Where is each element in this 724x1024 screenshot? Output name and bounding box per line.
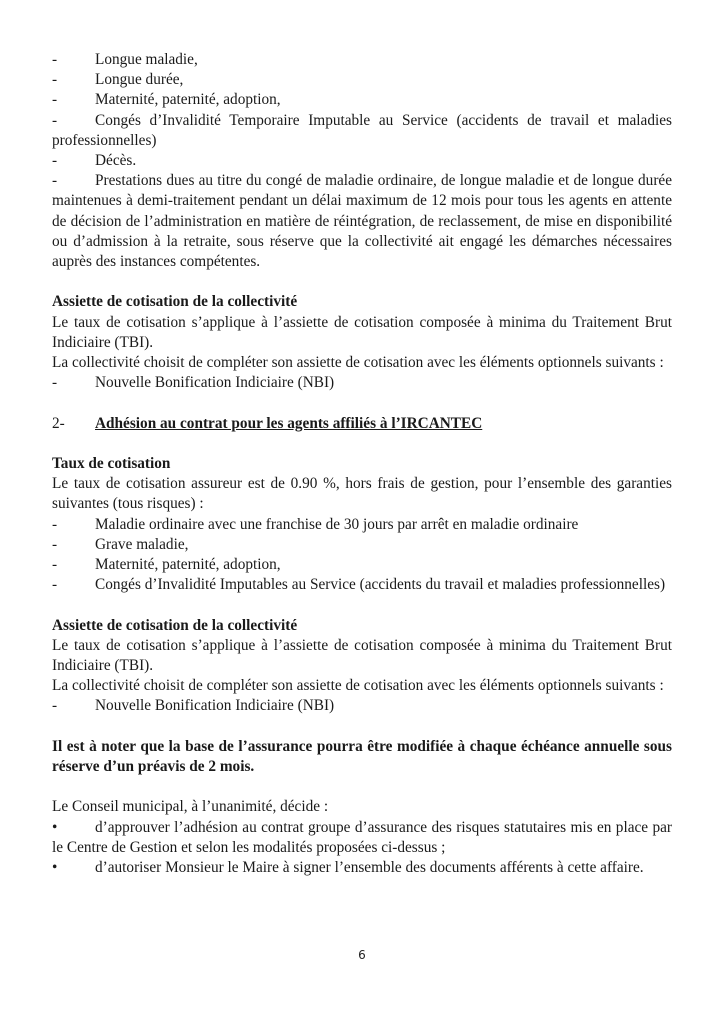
bullet-marker: • — [52, 859, 58, 877]
spacer — [52, 595, 672, 615]
page-number: 6 — [358, 948, 366, 962]
spacer — [52, 777, 672, 797]
list-item — [52, 373, 672, 393]
dash-marker: - — [52, 172, 58, 190]
guarantees-list — [52, 50, 672, 272]
dash-marker: - — [52, 91, 58, 109]
taux-section — [52, 454, 672, 595]
list-item — [52, 70, 672, 90]
document-page — [52, 50, 672, 878]
list-item-text: d’autoriser Monsieur le Maire à signer l’ensemble des documents afférents à cette affaire. — [95, 859, 644, 877]
bullet-marker: • — [52, 818, 58, 836]
section-heading: Assiette de cotisation de la collectivité — [52, 293, 298, 311]
dash-marker: - — [52, 71, 58, 89]
numbered-section-heading — [52, 414, 672, 434]
dash-marker: - — [52, 515, 58, 533]
decision-section — [52, 797, 672, 878]
paragraph: La collectivité choisit de compléter son assiette de cotisation avec les éléments optionnels suivants : — [52, 354, 664, 372]
spacer — [52, 434, 672, 454]
list-item — [52, 151, 672, 171]
list-item-text: Décès. — [95, 152, 137, 170]
list-item-text: Maternité, paternité, adoption, — [95, 556, 281, 574]
paragraph: Le taux de cotisation s’applique à l’assiette de cotisation composée à minima du Traitement Brut Indiciaire (TBI). — [52, 636, 672, 675]
dash-marker: - — [52, 535, 58, 553]
section-heading: Assiette de cotisation de la collectivité — [52, 616, 298, 634]
assiette-section-2 — [52, 616, 672, 717]
list-item — [52, 50, 672, 70]
list-item-text: Prestations dues au titre du congé de maladie ordinaire, de longue maladie et de longue durée maintenues à demi-traitement pendant un délai maximum de 12 mois pour tous les agents en attente de décision de l’administration en matière de réintégration, de reclassement, de mise en disponibilité ou d’admission à la retraite, sous réserve que la collectivité ait engagé les démarches nécessaires auprès des instances compétentes. — [52, 172, 672, 271]
section-number: 2- — [52, 414, 65, 432]
list-item-text: Grave maladie, — [95, 535, 189, 553]
list-item — [52, 818, 672, 858]
spacer — [52, 272, 672, 292]
list-item — [52, 535, 672, 555]
list-item-text: Nouvelle Bonification Indiciaire (NBI) — [95, 697, 335, 715]
section-heading: Taux de cotisation — [52, 455, 171, 473]
dash-marker: - — [52, 697, 58, 715]
spacer — [52, 393, 672, 413]
list-item-text: Longue maladie, — [95, 51, 198, 68]
paragraph: La collectivité choisit de compléter son assiette de cotisation avec les éléments optionnels suivants : — [52, 677, 664, 695]
list-item-text: Maternité, paternité, adoption, — [95, 91, 281, 109]
list-item-text: Congés d’Invalidité Temporaire Imputable au Service (accidents de travail et maladies professionnelles) — [52, 111, 672, 149]
list-item — [52, 90, 672, 110]
dash-marker: - — [52, 374, 58, 392]
list-item-text: Congés d’Invalidité Imputables au Service (accidents du travail et maladies professionnelles) — [95, 576, 666, 594]
dash-marker: - — [52, 576, 58, 594]
assiette-section-1 — [52, 292, 672, 393]
dash-marker: - — [52, 51, 58, 68]
section-title: Adhésion au contrat pour les agents affiliés à l’IRCANTEC — [95, 414, 483, 432]
list-item — [52, 111, 672, 151]
note-paragraph: Il est à noter que la base de l’assurance pourra être modifiée à chaque échéance annuelle sous réserve d’un préavis de 2 mois. — [52, 737, 672, 776]
list-item-text: Nouvelle Bonification Indiciaire (NBI) — [95, 374, 335, 392]
dash-marker: - — [52, 556, 58, 574]
list-item — [52, 575, 672, 595]
dash-marker: - — [52, 111, 58, 129]
decision-intro: Le Conseil municipal, à l’unanimité, décide : — [52, 798, 329, 816]
spacer — [52, 717, 672, 737]
list-item — [52, 696, 672, 716]
list-item-text: Longue durée, — [95, 71, 184, 89]
list-item-text: Maladie ordinaire avec une franchise de 30 jours par arrêt en maladie ordinaire — [95, 515, 579, 533]
list-item — [52, 555, 672, 575]
list-item — [52, 858, 672, 878]
paragraph: Le taux de cotisation s’applique à l’assiette de cotisation composée à minima du Traitement Brut Indiciaire (TBI). — [52, 313, 672, 351]
list-item — [52, 171, 672, 272]
list-item — [52, 515, 672, 535]
dash-marker: - — [52, 152, 58, 170]
list-item-text: d’approuver l’adhésion au contrat groupe d’assurance des risques statutaires mis en place par le Centre de Gestion et selon les modalités proposées ci-dessus ; — [52, 818, 672, 856]
paragraph: Le taux de cotisation assureur est de 0.90 %, hors frais de gestion, pour l’ensemble des garanties suivantes (tous risques) : — [52, 475, 672, 513]
